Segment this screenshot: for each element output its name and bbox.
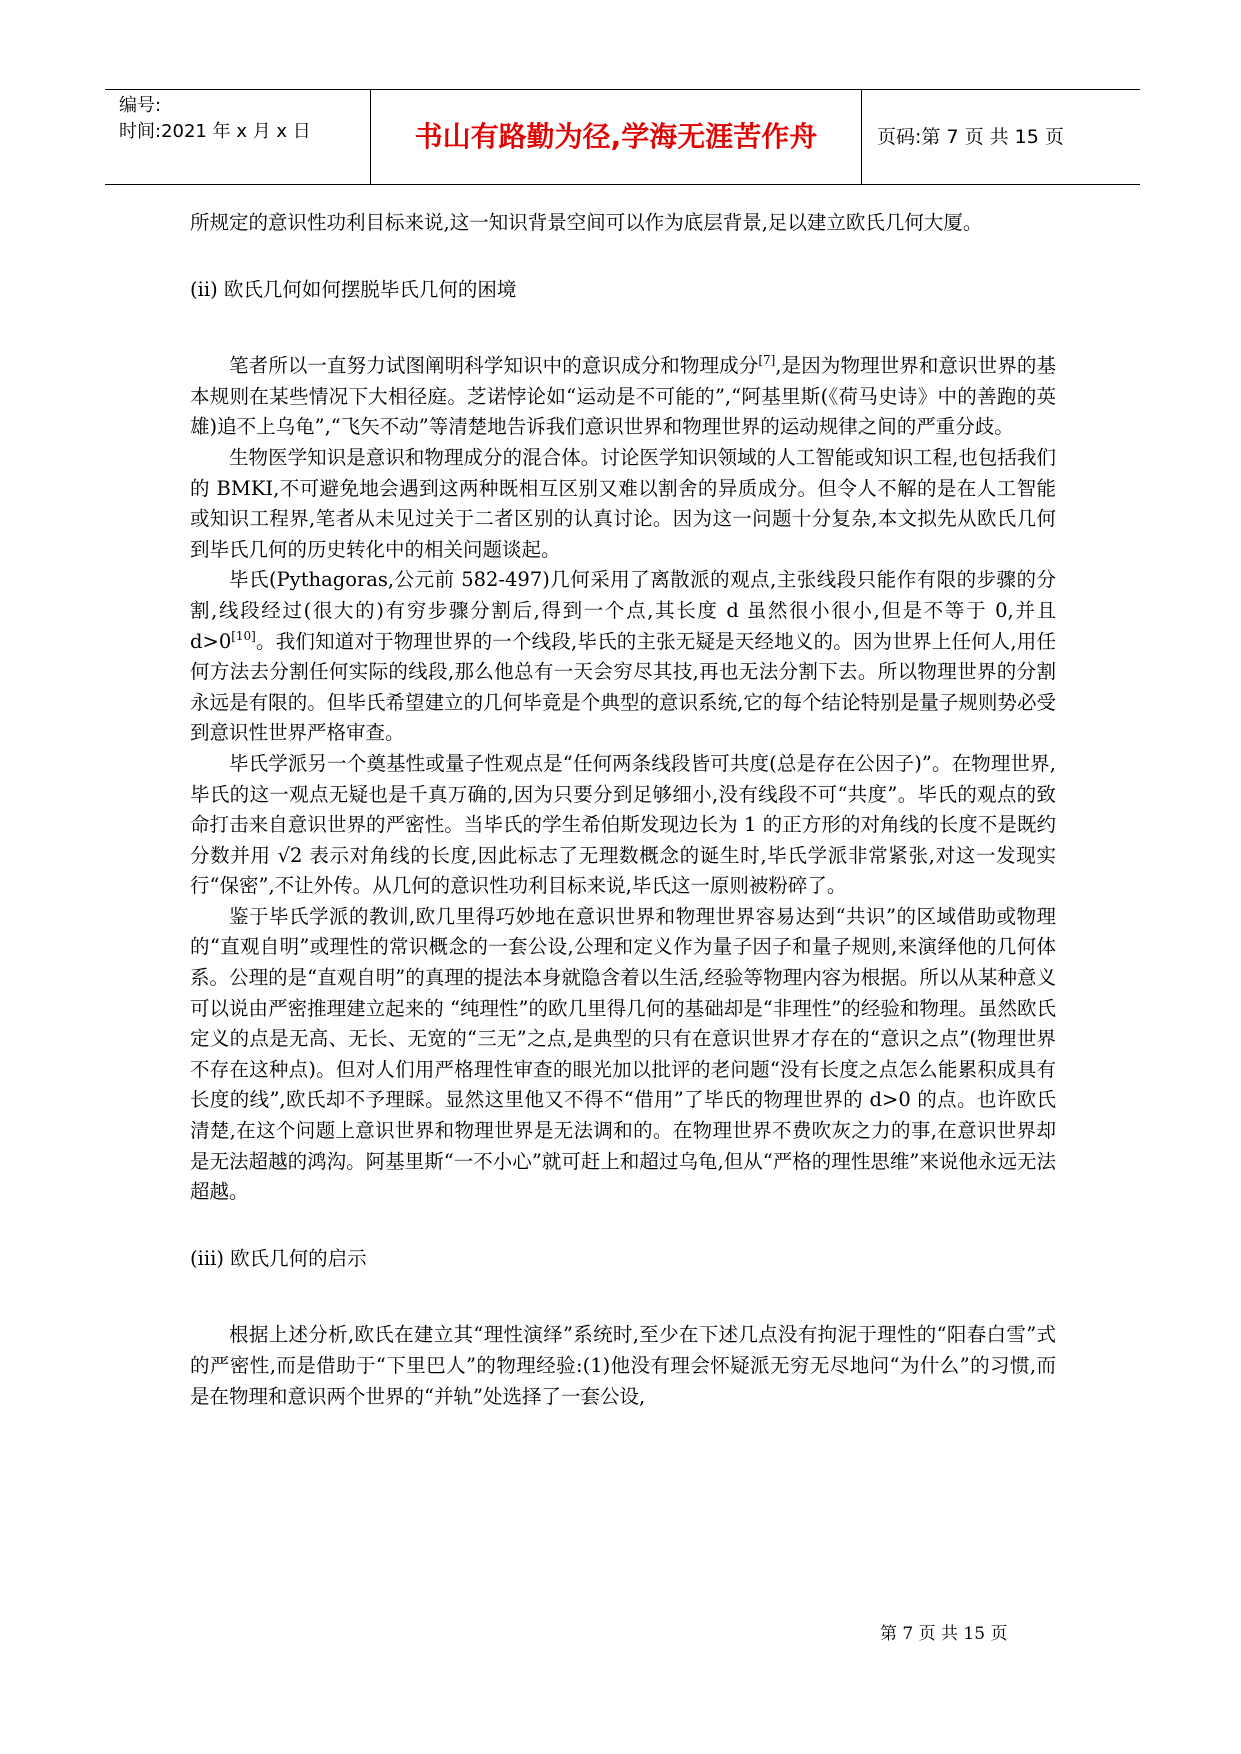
document-number-label: 编号: — [119, 95, 162, 116]
paragraph — [190, 351, 1056, 443]
header-motto: 书山有路勤为径,学海无涯苦作舟 — [371, 90, 862, 184]
paragraph: 毕氏学派另一个奠基性或量子性观点是“任何两条线段皆可共度(总是存在公因子)”。在物理世界,毕氏的这一观点无疑也是千真万确的,因为只要分到足够细小,没有线段不可“共度”。毕氏的观点的致命打击来自意识世界的严密性。当毕氏的学生希伯斯发现边长为 1 的正方形的对角线的长度不是既约分数并用 √2 表示对角线的长度,因此标志了无理数概念的诞生时,毕氏学派非常紧张,对这一发现实行“保密”,不让外传。从几何的意识性功利目标来说,毕氏这一原则被粉碎了。 — [190, 751, 1056, 898]
header-left-cell — [105, 90, 371, 184]
citation-ref: [10] — [231, 628, 256, 643]
paragraph-text: ,是因为物理世界和意识世界的基本规则在某些情况下大相径庭。芝诺悖论如“运动是不可能的”,“阿基里斯(《荷马史诗》中的善跑的英雄)追不上乌龟”,“飞矢不动”等清楚地告诉我们意识世界和物理世界的运动规律之间的严重分歧。 — [190, 354, 1056, 439]
paragraph-continuation: 所规定的意识性功利目标来说,这一知识背景空间可以作为底层背景,足以建立欧氏几何大厦。 — [190, 211, 983, 234]
paragraph: 根据上述分析,欧氏在建立其“理性演绎”系统时,至少在下述几点没有拘泥于理性的“阳春白雪”式的严密性,而是借助于“下里巴人”的物理经验:(1)他没有理会怀疑派无穷无尽地问“为什么”的习惯,而是在物理和意识两个世界的“并轨”处选择了一套公设, — [190, 1323, 1056, 1408]
page-footer: 第 7 页 共 15 页 — [880, 1624, 1008, 1644]
paragraph: 生物医学知识是意识和物理成分的混合体。讨论医学知识领域的人工智能或知识工程,也包括我们的 BMKI,不可避免地会遇到这两种既相互区别又难以割舍的异质成分。但令人不解的是在人工智能或知识工程界,笔者从未见过关于二者区别的认真讨论。因为这一问题十分复杂,本文拟先从欧氏几何到毕氏几何的历史转化中的相关问题谈起。 — [190, 445, 1056, 561]
paragraph-text: 毕氏(Pythagoras,公元前 582-497)几何采用了离散派的观点,主张线段只能作有限的步骤的分割,线段经过(很大的)有穷步骤分割后,得到一个点,其长度 d 虽然很小很小,但是不等于 0,并且 d>0 — [190, 568, 1056, 653]
paragraph-text: 。我们知道对于物理世界的一个线段,毕氏的主张无疑是天经地义的。因为世界上任何人,用任何方法去分割任何实际的线段,那么他总有一天会穷尽其技,再也无法分割下去。所以物理世界的分割永远是有限的。但毕氏希望建立的几何毕竟是个典型的意识系统,它的每个结论特别是量子规则势必受到意识性世界严格审查。 — [190, 629, 1056, 745]
paragraph: 鉴于毕氏学派的教训,欧几里得巧妙地在意识世界和物理世界容易达到“共识”的区域借助或物理的“直观自明”或理性的常识概念的一套公设,公理和定义作为量子因子和量子规则,来演绎他的几何体系。公理的是“直观自明”的真理的提法本身就隐含着以生活,经验等物理内容为根据。所以从某种意义可以说由严密推理建立起来的 “纯理性”的欧几里得几何的基础却是“非理性”的经验和物理。虽然欧氏定义的点是无高、无长、无宽的“三无”之点,是典型的只有在意识世界才存在的“意识之点”(物理世界不存在这种点)。但对人们用严格理性审查的眼光加以批评的老问题“没有长度之点怎么能累积成具有长度的线”,欧氏却不予理睬。显然这里他又不得不“借用”了毕氏的物理世界的 d>0 的点。也许欧氏清楚,在这个问题上意识世界和物理世界是无法调和的。在物理世界不费吹灰之力的事,在意识世界却是无法超越的鸿沟。阿基里斯“一不小心”就可赶上和超过乌龟,但从“严格的理性思维”来说他永远无法超越。 — [190, 904, 1056, 1204]
citation-ref: [7] — [758, 353, 776, 368]
document-time-label: 时间:2021 年 x 月 x 日 — [119, 121, 311, 142]
header-page-code: 页码:第 7 页 共 15 页 — [877, 126, 1064, 148]
paragraph-text: 笔者所以一直努力试图阐明科学知识中的意识成分和物理成分 — [229, 354, 759, 378]
document-body — [190, 208, 1056, 1412]
page-header — [105, 89, 1140, 185]
section-heading-iii: (iii) 欧氏几何的启示 — [190, 1246, 367, 1270]
paragraph — [190, 565, 1056, 749]
section-heading-ii: (ii) 欧氏几何如何摆脱毕氏几何的困境 — [190, 277, 517, 301]
